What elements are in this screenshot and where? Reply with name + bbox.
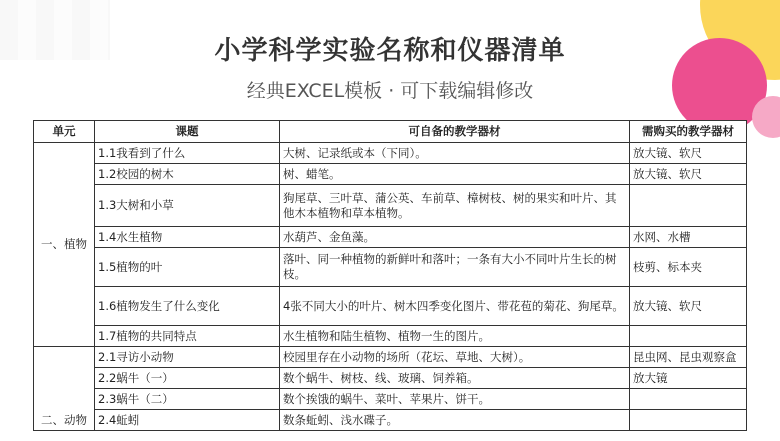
purchase-equipment-cell: 放大镜、软尺: [630, 164, 747, 185]
self-equipment-cell: 大树、记录纸或本（下同）。: [280, 143, 630, 164]
course-cell: 1.5植物的叶: [95, 248, 280, 287]
course-cell: 1.3大树和小草: [95, 185, 280, 227]
self-equipment-cell: 4张不同大小的叶片、树木四季变化图片、带花苞的菊花、狗尾草。: [280, 287, 630, 326]
purchase-equipment-cell: 水网、水槽: [630, 227, 747, 248]
table-row: [34, 164, 747, 185]
purchase-equipment-cell: 枝剪、标本夹: [630, 248, 747, 287]
column-header-course: 课题: [95, 121, 280, 143]
self-equipment-cell: 落叶、同一种植物的新鲜叶和落叶；一条有大小不同叶片生长的树枝。: [280, 248, 630, 287]
self-equipment-cell: 狗尾草、三叶草、蒲公英、车前草、樟树枝、树的果实和叶片、其他木本植物和草本植物。: [280, 185, 630, 227]
table-row: [34, 410, 747, 431]
table-row: [34, 185, 747, 227]
column-header-purchase-equipment: 需购买的教学器材: [630, 121, 747, 143]
course-cell: 1.4水生植物: [95, 227, 280, 248]
table-row: [34, 248, 747, 287]
self-equipment-cell: 树、蜡笔。: [280, 164, 630, 185]
self-equipment-cell: 数个蜗牛、树枝、线、玻璃、饲养箱。: [280, 368, 630, 389]
page-title: 小学科学实验名称和仪器清单: [214, 36, 566, 66]
self-equipment-cell: 校园里存在小动物的场所（花坛、草地、大树）。: [280, 347, 630, 368]
unit-cell: 一、植物: [34, 143, 95, 347]
table-row: [34, 287, 747, 326]
purchase-equipment-cell: [630, 389, 747, 410]
purchase-equipment-cell: [630, 326, 747, 347]
table-row: [34, 347, 747, 368]
self-equipment-cell: 数个挨饿的蜗牛、菜叶、苹果片、饼干。: [280, 389, 630, 410]
purchase-equipment-cell: [630, 185, 747, 227]
course-cell: 2.1寻访小动物: [95, 347, 280, 368]
unit-cell: 二、动物: [34, 347, 95, 431]
page-subtitle: 经典EXCEL模板 · 可下载编辑修改: [246, 80, 534, 102]
column-header-unit: 单元: [34, 121, 95, 143]
course-cell: 1.7植物的共同特点: [95, 326, 280, 347]
course-cell: 1.2校园的树木: [95, 164, 280, 185]
purchase-equipment-cell: 放大镜、软尺: [630, 143, 747, 164]
course-cell: 2.2蜗牛（一）: [95, 368, 280, 389]
course-cell: 2.3蜗牛（二）: [95, 389, 280, 410]
column-header-self-equipment: 可自备的教学器材: [280, 121, 630, 143]
purchase-equipment-cell: 昆虫网、昆虫观察盒: [630, 347, 747, 368]
equipment-table: [33, 120, 747, 431]
self-equipment-cell: 数条蚯蚓、浅水碟子。: [280, 410, 630, 431]
table-row: [34, 143, 747, 164]
purchase-equipment-cell: 放大镜: [630, 368, 747, 389]
table-row: [34, 227, 747, 248]
purchase-equipment-cell: 放大镜、软尺: [630, 287, 747, 326]
table-header-row: [34, 121, 747, 143]
course-cell: 1.1我看到了什么: [95, 143, 280, 164]
table-row: [34, 389, 747, 410]
table-row: [34, 368, 747, 389]
self-equipment-cell: 水葫芦、金鱼藻。: [280, 227, 630, 248]
table-row: [34, 326, 747, 347]
self-equipment-cell: 水生植物和陆生植物、植物一生的图片。: [280, 326, 630, 347]
course-cell: 1.6植物发生了什么变化: [95, 287, 280, 326]
purchase-equipment-cell: [630, 410, 747, 431]
course-cell: 2.4蚯蚓: [95, 410, 280, 431]
